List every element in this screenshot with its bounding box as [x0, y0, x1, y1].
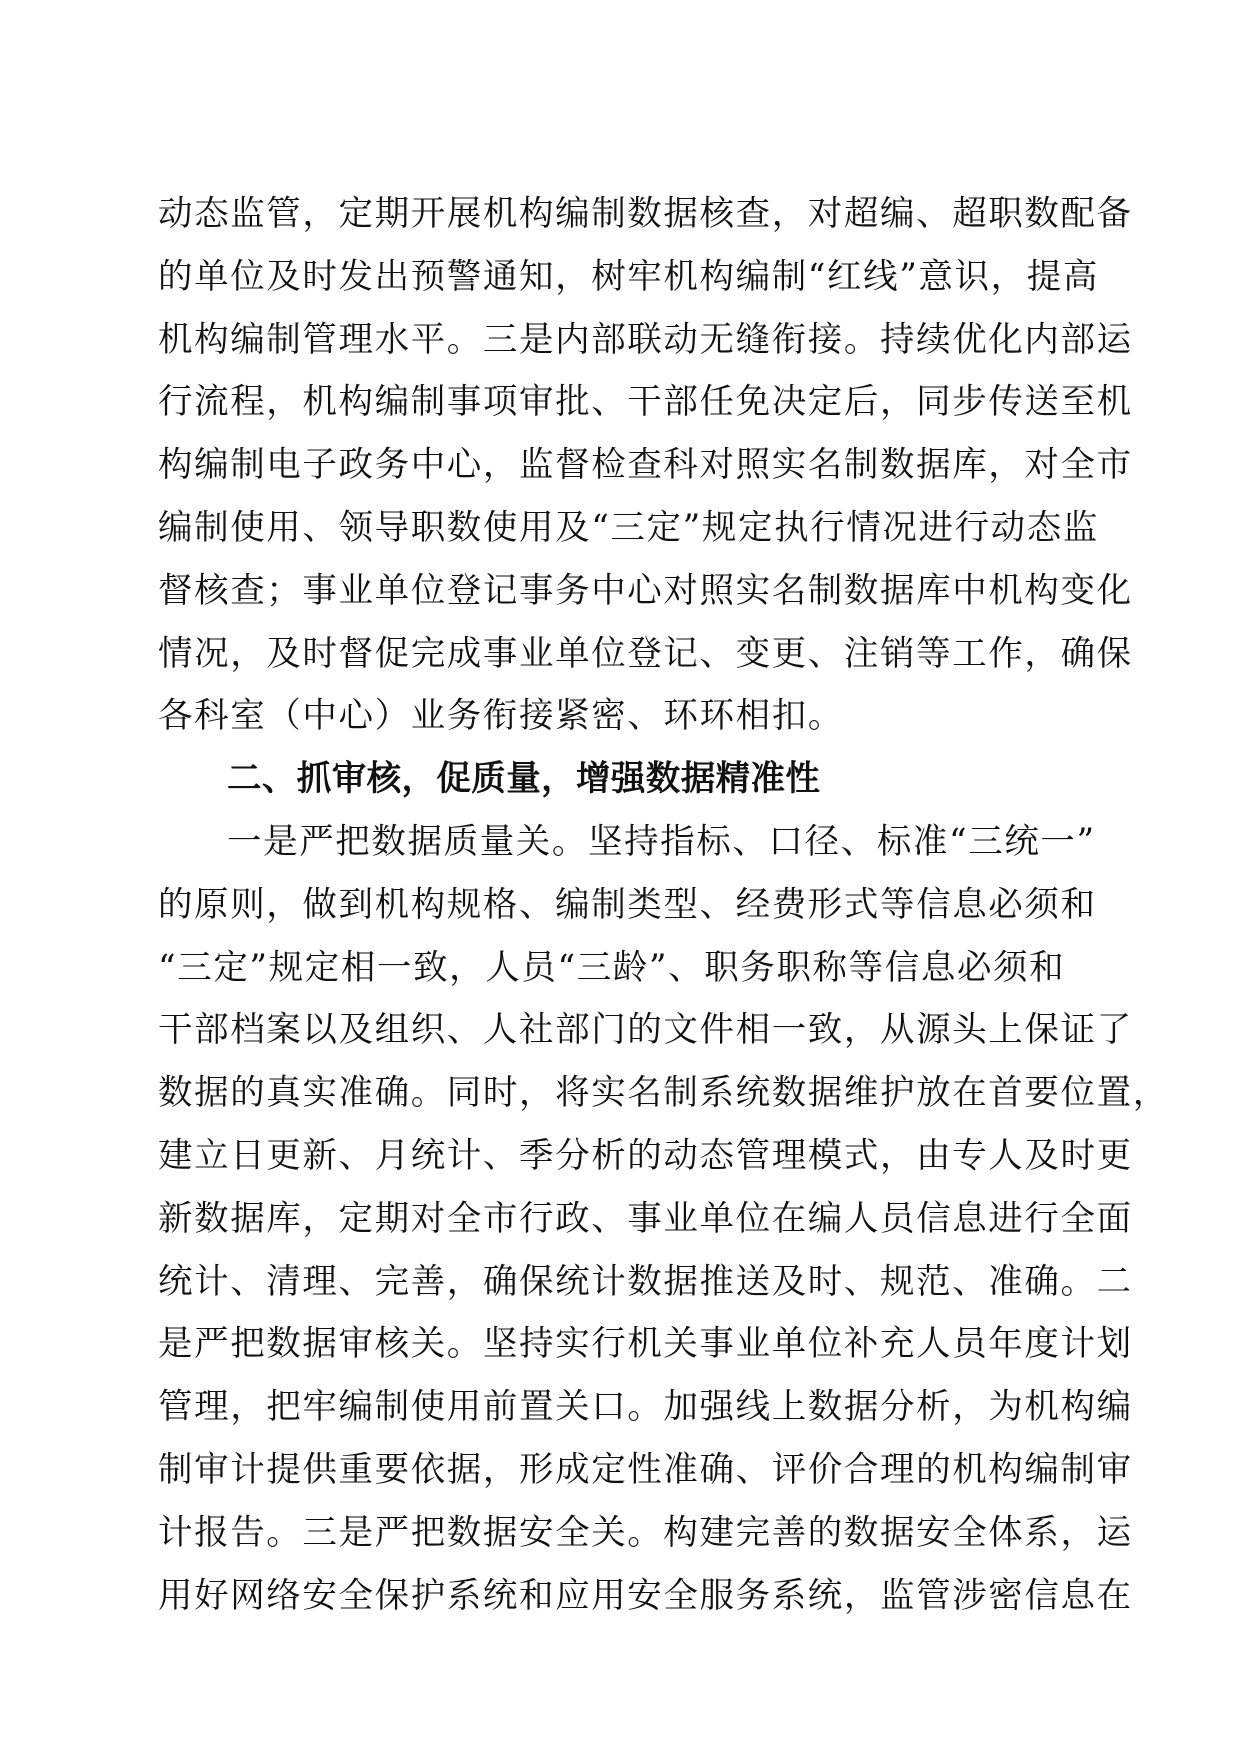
- text-line: 的原则，做到机构规格、编制类型、经费形式等信息必须和: [158, 884, 1097, 925]
- text-line: 行流程，机构编制事项审批、干部任免决定后，同步传送至机: [158, 382, 1133, 423]
- body-text: [158, 183, 1169, 1627]
- text-line: 动态监管，定期开展机构编制数据核查，对超编、超职数配备: [158, 194, 1133, 234]
- text-line: 的单位及时发出预警通知，树牢机构编制“红线”意识，提高: [158, 256, 1099, 297]
- text-line: 各科室（中心）业务衔接紧密、环环相扣。: [158, 696, 844, 737]
- text-line: 编制使用、领导职数使用及“三定”规定执行情况进行动态监: [158, 507, 1099, 548]
- text-line: 用好网络安全保护系统和应用安全服务系统，监管涉密信息在: [158, 1575, 1133, 1616]
- text-line: 机构编制管理水平。三是内部联动无缝衔接。持续优化内部运: [158, 319, 1133, 360]
- text-line: 新数据库，定期对全市行政、事业单位在编人员信息进行全面: [158, 1198, 1133, 1239]
- text-line: 计报告。三是严把数据安全关。构建完善的数据安全体系，运: [158, 1512, 1133, 1553]
- text-line: “三定”规定相一致，人员“三龄”、职务职称等信息必须和: [158, 947, 1066, 988]
- paragraph-start-line: 一是严把数据质量关。坚持指标、口径、标准“三统一”: [227, 821, 1096, 862]
- text-line: 情况，及时督促完成事业单位登记、变更、注销等工作，确保: [158, 633, 1133, 674]
- text-line: 构编制电子政务中心，监督检查科对照实名制数据库，对全市: [158, 445, 1133, 486]
- text-line: 管理，把牢编制使用前置关口。加强线上数据分析，为机构编: [158, 1387, 1133, 1428]
- text-line: 督核查；事业单位登记事务中心对照实名制数据库中机构变化: [158, 570, 1133, 611]
- text-line: 是严把数据审核关。坚持实行机关事业单位补充人员年度计划: [158, 1324, 1133, 1365]
- text-line: 干部档案以及组织、人社部门的文件相一致，从源头上保证了: [158, 1010, 1133, 1051]
- text-line: 制审计提供重要依据，形成定性准确、评价合理的机构编制审: [158, 1449, 1133, 1490]
- text-line: 统计、清理、完善，确保统计数据推送及时、规范、准确。二: [158, 1261, 1133, 1302]
- text-line: 建立日更新、月统计、季分析的动态管理模式，由专人及时更: [158, 1135, 1133, 1176]
- text-line: 数据的真实准确。同时，将实名制系统数据维护放在首要位置，: [158, 1073, 1169, 1114]
- section-heading: 二、抓审核，促质量，增强数据精准性: [227, 759, 821, 800]
